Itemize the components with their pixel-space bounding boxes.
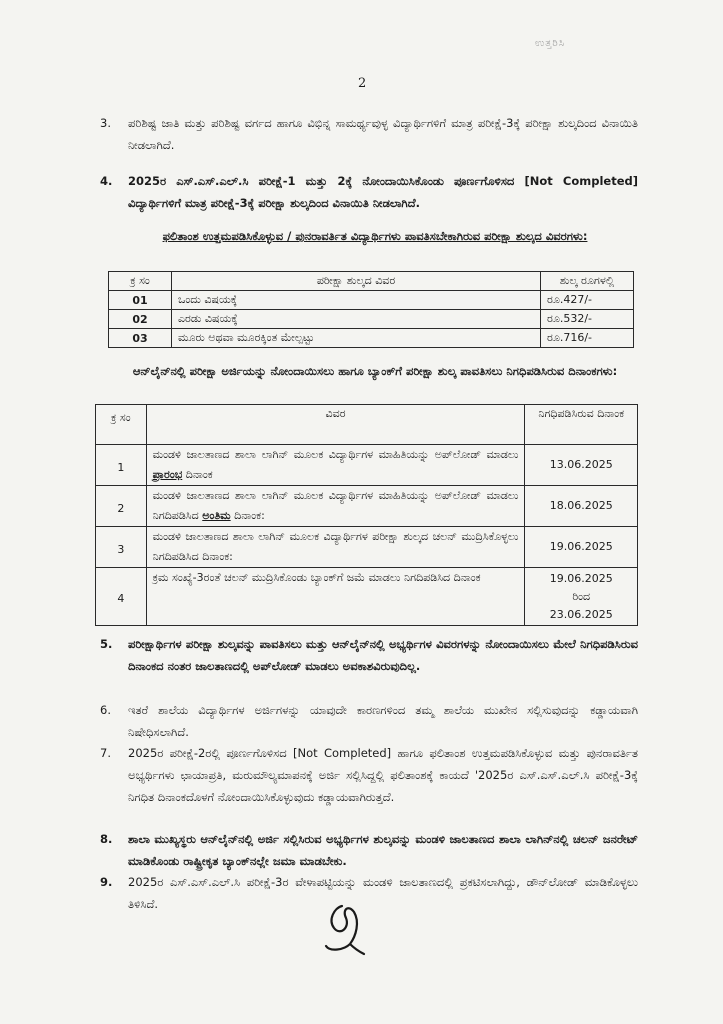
table-row (96, 445, 638, 486)
item-text: ಪರಿಶಿಷ್ಟ ಜಾತಿ ಮತ್ತು ಪರಿಶಿಷ್ಟ ವರ್ಗದ ಹಾಗೂ ವಿಭಿನ್ನ ಸಾಮರ್ಥ್ಯವುಳ್ಳ ವಿದ್ಯಾರ್ಥಿಗಳಿಗೆ ಮಾತ್ರ ಪರೀಕ್ಷೆ-3ಕ್ಕೆ ಪರೀಕ್ಷಾ ಶುಲ್ಕದಿಂದ ವಿನಾಯಿತಿ ನೀಡಲಾಗಿದೆ. (128, 116, 638, 152)
list-item-4 (100, 170, 638, 214)
item-text: 2025ರ ಎಸ್.ಎಸ್.ಎಲ್.ಸಿ ಪರೀಕ್ಷೆ-3ರ ವೇಳಾಪಟ್ಟಿಯನ್ನು ಮಂಡಳಿ ಜಾಲತಾಣದಲ್ಲಿ ಪ್ರಕಟಿಸಲಾಗಿದ್ದು, ಡೌನ್‌ಲೋಡ್ ಮಾಡಿಕೊಳ್ಳಲು ತಿಳಿಸಿದೆ. (128, 875, 638, 911)
serial-cell: 2 (96, 486, 147, 527)
details-cell: ಮಂಡಳಿ ಜಾಲತಾಣದ ಶಾಲಾ ಲಾಗಿನ್ ಮೂಲಕ ವಿದ್ಯಾರ್ಥಿಗಳ ಮಾಹಿತಿಯನ್ನು ಅಪ್‌ಲೋಡ್ ಮಾಡಲು ನಿಗದಿಪಡಿಸಿದ ಅಂತಿಮ ದಿನಾಂಕ: (146, 486, 525, 527)
date-table (95, 404, 638, 626)
table-row (96, 486, 638, 527)
date-range-cell (525, 568, 638, 626)
header-cell-description: ಪರೀಕ್ಷಾ ಶುಲ್ಕದ ವಿವರ (172, 272, 541, 291)
list-item-8 (100, 828, 638, 872)
date-cell: 19.06.2025 (525, 527, 638, 568)
serial-cell: 02 (109, 310, 172, 329)
header-cell-date: ನಿಗಧಿಪಡಿಸಿರುವ ದಿನಾಂಕ (525, 405, 638, 445)
fee-table-heading: ಫಲಿತಾಂಶ ಉತ್ತಮಪಡಿಸಿಕೊಳ್ಳುವ / ಪುನರಾವರ್ತಿತ ವಿದ್ಯಾರ್ಥಿಗಳು ಪಾವತಿಸಬೇಕಾಗಿರುವ ಪರೀಕ್ಷಾ ಶುಲ್ಕದ ವಿವರಗಳು: (162, 229, 588, 243)
item-text: ಪರೀಕ್ಷಾರ್ಥಿಗಳ ಪರೀಕ್ಷಾ ಶುಲ್ಕವನ್ನು ಪಾವತಿಸಲು ಮತ್ತು ಆನ್‌ಲೈನ್‌ನಲ್ಲಿ ಅಭ್ಯರ್ಥಿಗಳ ವಿವರಗಳನ್ನು ನೋಂದಾಯಿಸಲು ಮೇಲೆ ನಿಗಧಿಪಡಿಸಿರುವ ದಿನಾಂಕದ ನಂತರ ಜಾಲತಾಣದಲ್ಲಿ ಅಪ್‌ಲೋಡ್ ಮಾಡಲು ಅವಕಾಶವಿರುವುದಿಲ್ಲ. (128, 637, 638, 673)
table-row (96, 568, 638, 626)
list-item-5 (100, 633, 638, 677)
details-cell: ಮಂಡಳಿ ಜಾಲತಾಣದ ಶಾಲಾ ಲಾಗಿನ್ ಮೂಲಕ ವಿದ್ಯಾರ್ಥಿಗಳ ಪರೀಕ್ಷಾ ಶುಲ್ಕದ ಚಲನ್ ಮುದ್ರಿಸಿಕೊಳ್ಳಲು ನಿಗದಿಪಡಿಸಿದ ದಿನಾಂಕ: (146, 527, 525, 568)
item-number: 4. (100, 174, 113, 188)
details-cell: ಕ್ರಮ ಸಂಖ್ಯೆ-3ರಂತೆ ಚಲನ್ ಮುದ್ರಿಸಿಕೊಂಡು ಬ್ಯಾಂಕ್‌ಗೆ ಜಮೆ ಮಾಡಲು ನಿಗದಿಪಡಿಸಿದ ದಿನಾಂಕ (146, 568, 525, 626)
date-connector: ರಿಂದ (572, 589, 591, 603)
date-cell: 18.06.2025 (525, 486, 638, 527)
header-cell-fee: ಶುಲ್ಕ ರೂಗಳಲ್ಲಿ (541, 272, 634, 291)
item-number: 6. (100, 703, 111, 717)
header-cell-details: ವಿವರ (146, 405, 525, 445)
details-cell: ಮಂಡಳಿ ಜಾಲತಾಣದ ಶಾಲಾ ಲಾಗಿನ್ ಮೂಲಕ ವಿದ್ಯಾರ್ಥಿಗಳ ಮಾಹಿತಿಯನ್ನು ಅಪ್‌ಲೋಡ್ ಮಾಡಲು ಪ್ರಾರಂಭ ದಿನಾಂಕ (146, 445, 525, 486)
fee-cell: ರೂ.716/- (541, 329, 634, 348)
header-cell-serial: ಕ್ರ ಸಂ (96, 405, 147, 445)
table-row (109, 310, 634, 329)
signature-mark (320, 898, 370, 958)
fee-cell: ರೂ.532/- (541, 310, 634, 329)
header-cell-serial: ಕ್ರ ಸಂ (109, 272, 172, 291)
corner-annotation: ಉತ್ತರಿಸಿ (535, 38, 565, 49)
table-row (109, 329, 634, 348)
date-end: 23.06.2025 (549, 607, 613, 621)
item-text: 2025ರ ಎಸ್.ಎಸ್.ಎಲ್.ಸಿ ಪರೀಕ್ಷೆ-1 ಮತ್ತು 2ಕ್ಕೆ ನೋಂದಾಯಿಸಿಕೊಂಡು ಪೂರ್ಣಗೊಳಿಸದ [Not Completed] ವಿದ್ಯಾರ್ಥಿಗಳಿಗೆ ಮಾತ್ರ ಪರೀಕ್ಷೆ-3ಕ್ಕೆ ಪರೀಕ್ಷಾ ಶುಲ್ಕದಿಂದ ವಿನಾಯಿತಿ ನೀಡಲಾಗಿದೆ. (128, 174, 638, 210)
description-cell: ಒಂದು ವಿಷಯಕ್ಕೆ (172, 291, 541, 310)
serial-cell: 4 (96, 568, 147, 626)
list-item-9 (100, 871, 638, 915)
table-header-row (109, 272, 634, 291)
list-item-3 (100, 112, 638, 156)
item-text: ಶಾಲಾ ಮುಖ್ಯಸ್ಥರು ಆನ್‌ಲೈನ್‌ನಲ್ಲಿ ಅರ್ಜಿ ಸಲ್ಲಿಸಿರುವ ಅಭ್ಯರ್ಥಿಗಳ ಶುಲ್ಕವನ್ನು ಮಂಡಳಿ ಜಾಲತಾಣದ ಶಾಲಾ ಲಾಗಿನ್‌ನಲ್ಲಿ ಚಲನ್ ಜನರೇಟ್ ಮಾಡಿಕೊಂಡು ರಾಷ್ಟ್ರೀಕೃತ ಬ್ಯಾಂಕ್‌ನಲ್ಲೇ ಜಮಾ ಮಾಡಬೇಕು. (128, 832, 638, 868)
item-text: 2025ರ ಪರೀಕ್ಷೆ-2ರಲ್ಲಿ ಪೂರ್ಣಗೊಳಿಸದ [Not Completed] ಹಾಗೂ ಫಲಿತಾಂಶ ಉತ್ತಮಪಡಿಸಿಕೊಳ್ಳುವ ಮತ್ತು ಪುನರಾವರ್ತಿತ ಅಭ್ಯರ್ಥಿಗಳು ಛಾಯಾಪ್ರತಿ, ಮರುಮೌಲ್ಯಮಾಪನಕ್ಕೆ ಅರ್ಜಿ ಸಲ್ಲಿಸಿದ್ದಲ್ಲಿ ಫಲಿತಾಂಶಕ್ಕೆ ಕಾಯದೆ '2025ರ ಎಸ್.ಎಸ್.ಎಲ್.ಸಿ ಪರೀಕ್ಷೆ-3ಕ್ಕೆ ನಿಗಧಿತ ದಿನಾಂಕದೊಳಗೆ ನೋಂದಾಯಿಸಿಕೊಳ್ಳುವುದು ಕಡ್ಡಾಯವಾಗಿರುತ್ತದೆ. (128, 746, 638, 804)
serial-cell: 1 (96, 445, 147, 486)
date-cell: 13.06.2025 (525, 445, 638, 486)
list-item-6 (100, 699, 638, 743)
serial-cell: 03 (109, 329, 172, 348)
description-cell: ಮೂರು ಅಥವಾ ಮೂರಕ್ಕಿಂತ ಮೇಲ್ಪಟ್ಟು (172, 329, 541, 348)
serial-cell: 01 (109, 291, 172, 310)
item-number: 7. (100, 746, 111, 760)
date-start: 19.06.2025 (549, 571, 613, 585)
list-item-7 (100, 742, 638, 808)
item-number: 3. (100, 116, 111, 130)
table-header-row (96, 405, 638, 445)
date-table-heading: ಆನ್‌ಲೈನ್‌ನಲ್ಲಿ ಪರೀಕ್ಷಾ ಅರ್ಜಿಯನ್ನು ನೋಂದಾಯಿಸಲು ಹಾಗೂ ಬ್ಯಾಂಕ್‌ಗೆ ಪರೀಕ್ಷಾ ಶುಲ್ಕ ಪಾವತಿಸಲು ನಿಗಧಿಪಡಿಸಿರುವ ದಿನಾಂಕಗಳು: (132, 364, 618, 378)
fee-cell: ರೂ.427/- (541, 291, 634, 310)
item-number: 8. (100, 832, 113, 846)
fee-table (108, 271, 634, 348)
description-cell: ಎರಡು ವಿಷಯಕ್ಕೆ (172, 310, 541, 329)
item-number: 5. (100, 637, 113, 651)
table-row (96, 527, 638, 568)
page-number: 2 (358, 76, 367, 91)
serial-cell: 3 (96, 527, 147, 568)
item-text: ಇತರೆ ಶಾಲೆಯ ವಿದ್ಯಾರ್ಥಿಗಳ ಅರ್ಜಿಗಳನ್ನು ಯಾವುದೇ ಕಾರಣಗಳಿಂದ ತಮ್ಮ ಶಾಲೆಯ ಮುಖೇನ ಸಲ್ಲಿಸುವುದನ್ನು ಕಡ್ಡಾಯವಾಗಿ ನಿಷೇಧಿಸಲಾಗಿದೆ. (128, 703, 638, 739)
table-row (109, 291, 634, 310)
item-number: 9. (100, 875, 113, 889)
